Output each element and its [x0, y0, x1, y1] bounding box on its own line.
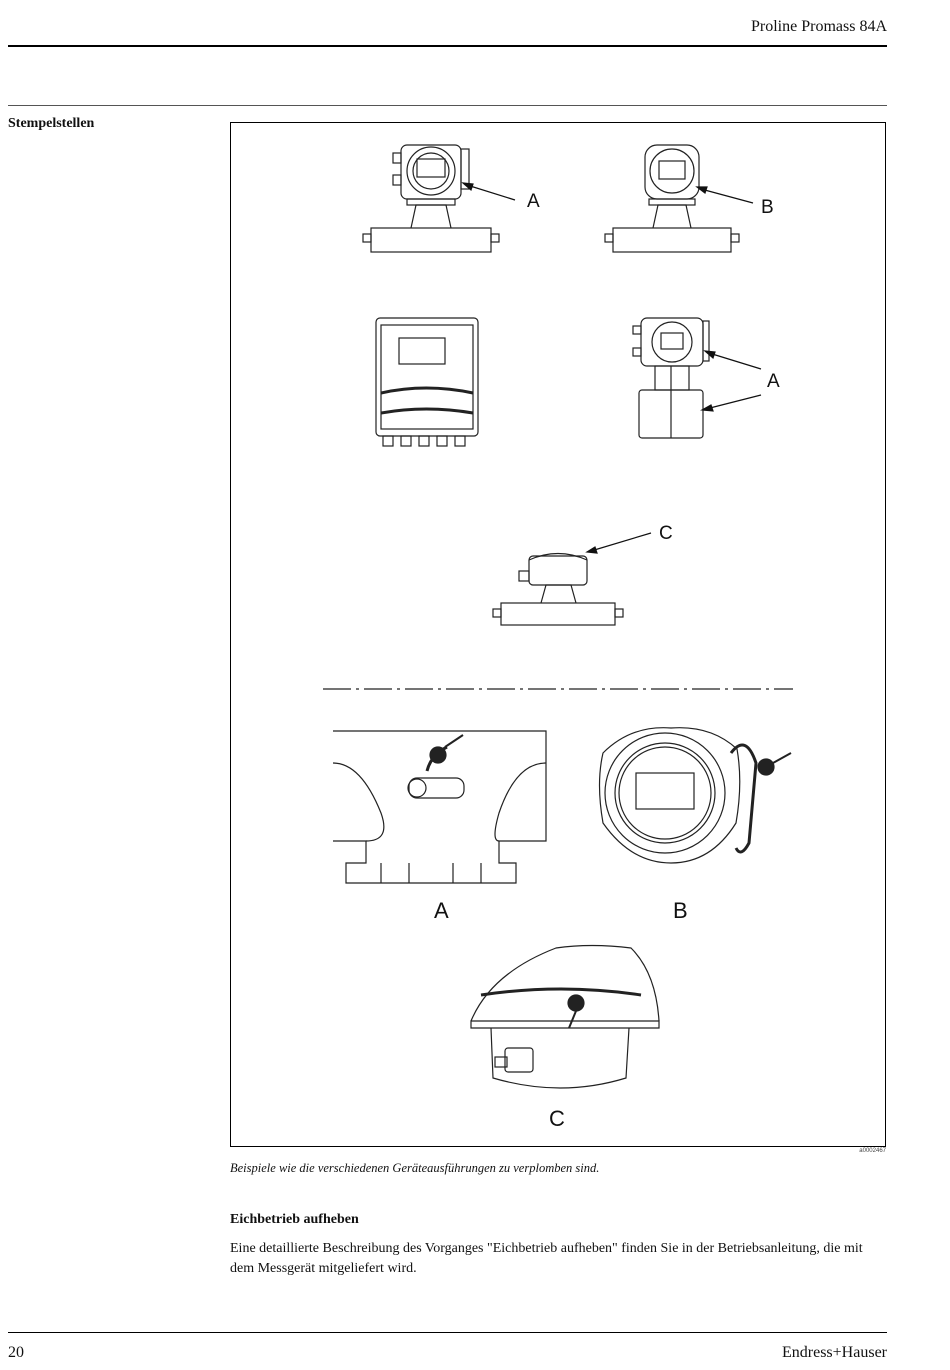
page-number: 20: [8, 1344, 24, 1361]
device-compact-b: [605, 145, 739, 252]
footer-rule: [8, 1332, 887, 1333]
device-remote-a: [633, 318, 709, 438]
leader-b1: [701, 189, 753, 203]
leader-a2a: [709, 353, 761, 369]
label-a-detail: A: [434, 898, 449, 923]
leader-a2b: [706, 395, 761, 409]
label-a-top: A: [527, 191, 540, 212]
figure-drawing: [231, 123, 887, 1148]
subsection-text: Eine detaillierte Beschreibung des Vorganges "Eichbetrieb aufheben" finden Sie in der Betriebsanleitung, die mit dem Messgerät mitgeliefert wird.: [230, 1241, 863, 1276]
section-heading: Stempelstellen: [8, 116, 95, 131]
figure-caption: Beispiele wie die verschiedenen Geräteausführungen zu verplomben sind.: [230, 1161, 600, 1175]
detail-c: [471, 946, 659, 1089]
label-b-detail: B: [673, 898, 688, 923]
label-c-detail: C: [549, 1106, 565, 1131]
leader-c1: [591, 533, 651, 551]
label-a-remote: A: [767, 371, 780, 392]
device-compact-a: [363, 145, 499, 252]
leader-a1: [467, 185, 515, 200]
device-wall-mount: [376, 318, 478, 446]
detail-b: [600, 728, 792, 863]
figure-box: [230, 122, 886, 1147]
detail-a: [333, 731, 546, 883]
label-b-top: B: [761, 197, 774, 218]
device-sensor-c: [493, 554, 623, 626]
header-title: Proline Promass 84A: [751, 18, 887, 35]
section-rule: [8, 105, 887, 106]
figure-id: a0002467: [859, 1148, 886, 1154]
subsection-heading: Eichbetrieb aufheben: [230, 1212, 359, 1227]
footer-brand: Endress+Hauser: [782, 1344, 887, 1361]
label-c-sensor: C: [659, 523, 673, 544]
header-rule: [8, 45, 887, 47]
